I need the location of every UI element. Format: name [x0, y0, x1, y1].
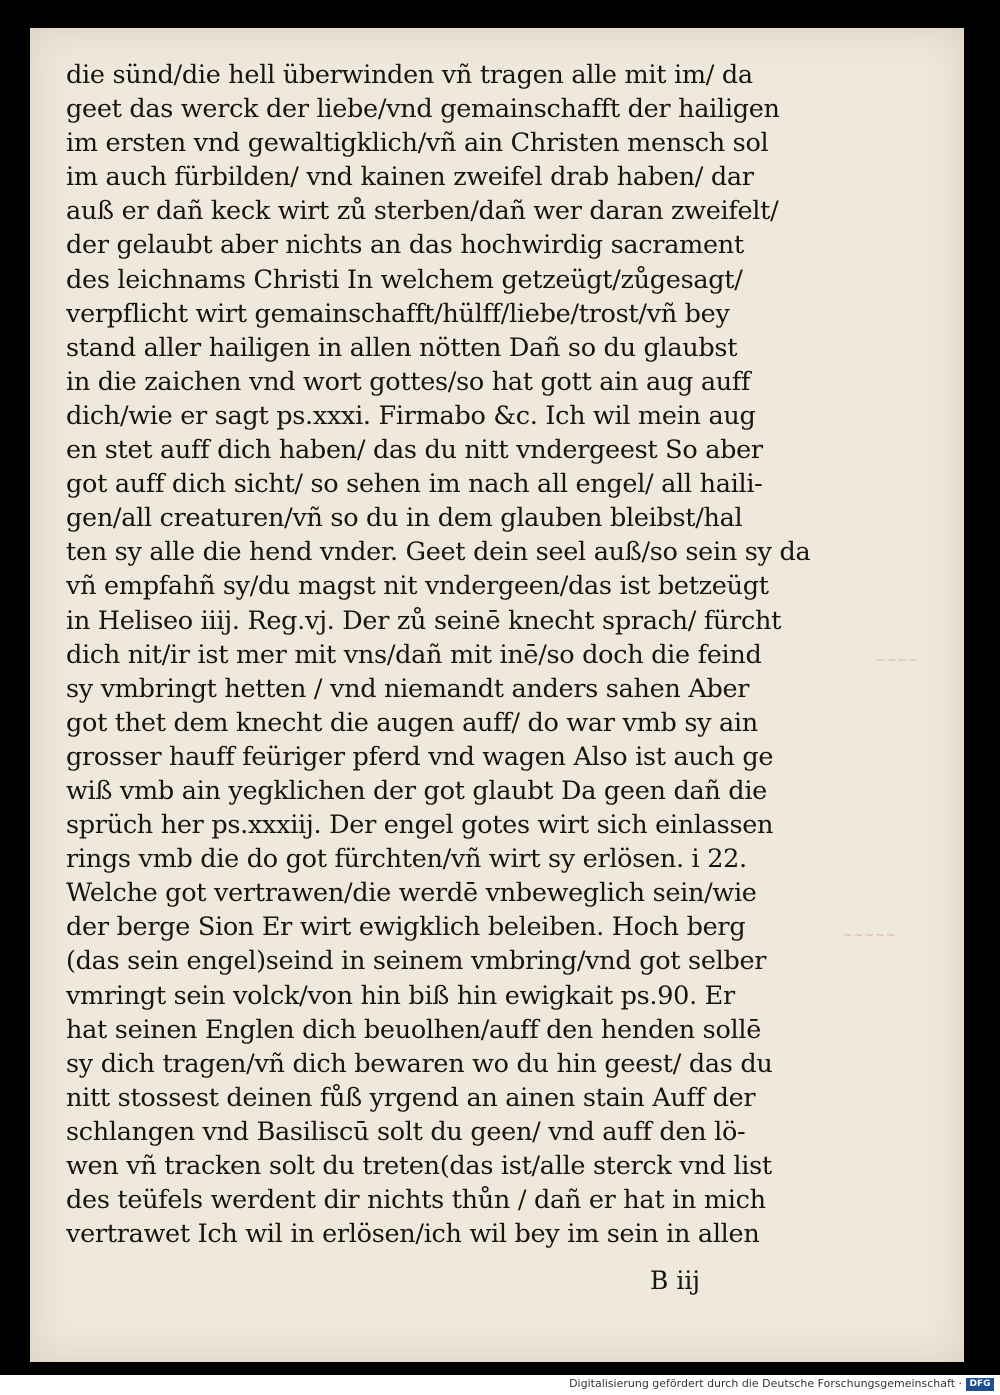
text-line: im ersten vnd gewaltigklich/vñ ain Christen mensch sol: [66, 128, 769, 159]
text-line: schlangen vnd Basiliscū solt du geen/ vnd auff den lö-: [66, 1116, 746, 1147]
text-line: wiß vmb ain yegklichen der got glaubt Da geen dañ die: [66, 775, 767, 806]
text-line: en stet auff dich haben/ das du nitt vndergeest So aber: [66, 435, 763, 466]
text-line: grosser hauff feüriger pferd vnd wagen Also ist auch ge: [66, 741, 774, 772]
text-line: sy vmbringt hetten / vnd niemandt anders sahen Aber: [66, 673, 750, 704]
footer-credit: Digitalisierung gefördert durch die Deutsche Forschungsgemeinschaft ·: [569, 1377, 962, 1390]
text-line: got auff dich sicht/ so sehen im nach all engel/ all haili-: [66, 469, 763, 500]
text-line: hat seinen Englen dich beuolhen/auff den henden sollē: [66, 1014, 762, 1045]
book-page: [30, 28, 964, 1362]
text-line: in Heliseo iiij. Reg.vj. Der zů seinē knecht sprach/ fürcht: [66, 605, 782, 636]
text-line: verpflicht wirt gemainschafft/hülff/liebe/trost/vñ bey: [66, 298, 730, 329]
faded-marginal-note: ~~~~~: [842, 928, 897, 943]
text-line: die sünd/die hell überwinden vñ tragen alle mit im/ da: [66, 60, 753, 90]
text-line: (das sein engel)seind in seinem vmbring/vnd got selber: [66, 946, 767, 977]
text-line: ten sy alle die hend vnder. Geet dein seel auß/so sein sy da: [66, 537, 811, 568]
text-line: der berge Sion Er wirt ewigklich beleiben. Hoch berg: [66, 912, 746, 943]
text-line: gen/all creaturen/vñ so du in dem glauben bleibst/hal: [66, 503, 743, 534]
signature-mark: B iij: [650, 1266, 701, 1295]
text-line: der gelaubt aber nichts an das hochwirdig sacrament: [66, 230, 744, 261]
text-line: rings vmb die do got fürchten/vñ wirt sy erlösen. i 22.: [66, 844, 747, 875]
text-line: nitt stossest deinen fůß yrgend an ainen stain Auff der: [66, 1082, 756, 1113]
text-line: auß er dañ keck wirt zů sterben/dañ wer daran zweifelt/: [66, 196, 779, 227]
text-line: in die zaichen vnd wort gottes/so hat gott ain aug auff: [66, 366, 751, 397]
text-line: Welche got vertrawen/die werdē vnbeweglich sein/wie: [66, 878, 757, 909]
text-line: sprüch her ps.xxxiij. Der engel gotes wirt sich einlassen: [66, 810, 774, 841]
text-line: vmringt sein volck/von hin biß hin ewigkait ps.90. Er: [66, 980, 735, 1011]
page-text-block: [66, 58, 856, 1251]
text-line: geet das werck der liebe/vnd gemainschafft der hailigen: [66, 94, 780, 125]
text-line: wen vñ tracken solt du treten(das ist/alle sterck vnd list: [66, 1151, 772, 1181]
text-line: sy dich tragen/vñ dich bewaren wo du hin geest/ das du: [66, 1048, 773, 1079]
text-line: vñ empfahñ sy/du magst nit vndergeen/das ist betzeügt: [66, 571, 769, 602]
dfg-logo-icon: DFG: [966, 1378, 994, 1391]
text-line: dich/wie er sagt ps.xxxi. Firmabo &c. Ich wil mein aug: [66, 400, 756, 431]
footer-bar: [0, 1375, 1000, 1395]
text-line: des teüfels werdent dir nichts thůn / dañ er hat in mich: [66, 1185, 766, 1216]
text-line: vertrawet Ich wil in erlösen/ich wil bey im sein in allen: [66, 1219, 760, 1250]
text-line: im auch fürbilden/ vnd kainen zweifel drab haben/ dar: [66, 162, 754, 193]
text-line: got thet dem knecht die augen auff/ do war vmb sy ain: [66, 707, 758, 738]
text-line: des leichnams Christi In welchem getzeügt/zůgesagt/: [66, 264, 743, 295]
faded-marginal-note: ~~~~: [875, 653, 919, 668]
text-line: dich nit/ir ist mer mit vns/dañ mit inē/so doch die feind: [66, 639, 762, 670]
text-line: stand aller hailigen in allen nötten Dañ so du glaubst: [66, 332, 738, 363]
